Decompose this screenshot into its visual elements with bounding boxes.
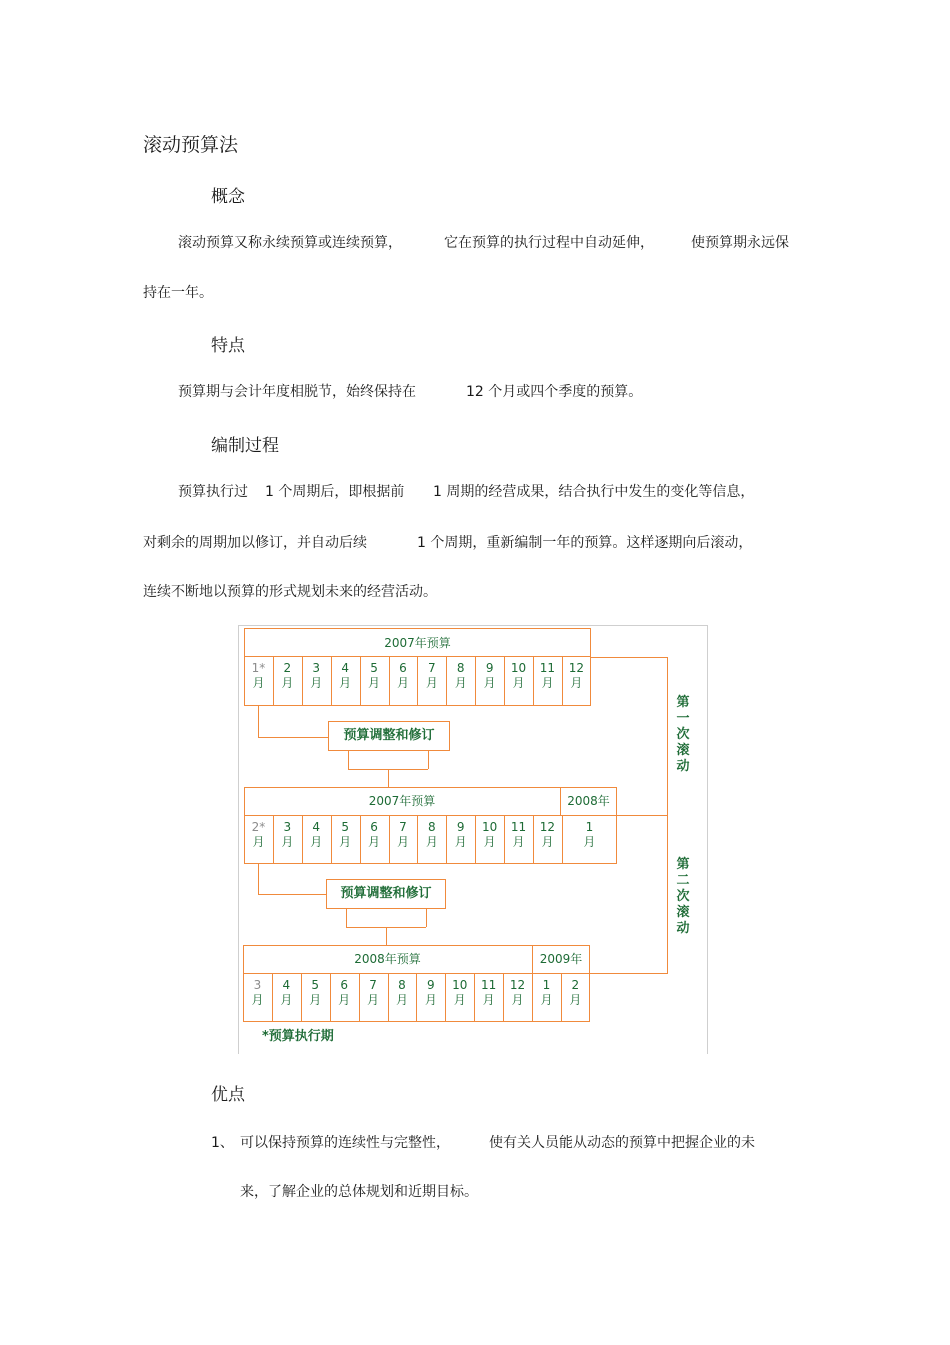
month-cell [388,974,417,1006]
month-number: 10 [481,820,498,834]
month-suffix: 月 [541,676,554,690]
concept-heading: 概念 [211,187,245,207]
roll-bracket [590,973,668,974]
month-suffix: 月 [281,676,294,690]
month-suffix: 月 [280,993,293,1007]
month-cell [474,974,503,1006]
month-number: 11 [510,820,527,834]
month-cell [533,816,562,848]
process-text-3: 连续不断地以预算的形式规划未来的经营活动。 [143,584,437,600]
month-cell [272,974,301,1006]
advantage-text-1-line2: 来，了解企业的总体规划和近期目标。 [240,1184,478,1200]
month-suffix: 月 [252,676,265,690]
month-number: 4 [341,661,349,675]
connector [258,863,259,894]
process-text-2a: 对剩余的周期加以修订，并自动后续 [143,535,367,551]
month-suffix: 月 [338,993,351,1007]
month-number: 2 [283,661,292,675]
month-number: 1 [585,820,594,834]
month-number: 7 [399,820,407,834]
month-number: 6 [370,820,378,834]
month-cell [475,816,504,848]
connector [386,927,387,945]
month-number: 3 [312,661,321,675]
month-cell [360,816,389,848]
month-cell [360,657,389,689]
month-cell [331,816,360,848]
month-number: 3 [283,820,292,834]
month-cell [416,974,445,1006]
month-number: 11 [480,978,497,992]
month-cell [273,816,302,848]
connector [258,705,259,737]
month-suffix: 月 [483,835,496,849]
month-suffix: 月 [309,993,322,1007]
month-suffix: 月 [424,993,437,1007]
month-cell [532,974,561,1006]
month-number: 3 [253,978,262,992]
page-title: 滚动预算法 [143,134,239,156]
advantages-heading: 优点 [211,1085,245,1105]
month-number: 2 [571,978,580,992]
feature-heading: 特点 [211,336,245,356]
month-suffix: 月 [251,993,264,1007]
month-cell [445,974,474,1006]
month-suffix: 月 [482,993,495,1007]
month-cell [561,974,590,1006]
month-number: 8 [398,978,406,992]
month-suffix: 月 [583,835,596,849]
month-cell [389,657,418,689]
month-number: 4 [282,978,291,992]
month-cell [417,657,446,689]
row3-header-next: 2009年 [539,952,583,966]
month-cell [417,816,446,848]
month-cell [244,657,273,689]
month-number: 9 [456,820,465,834]
month-suffix: 月 [454,835,467,849]
month-cell [562,657,591,689]
feature-text-a: 预算期与会计年度相脱节，始终保持在 [178,384,416,400]
process-text-1c: 1 周期的经营成果，结合执行中发生的变化等信息， [433,484,755,500]
connector [428,751,429,769]
month-suffix: 月 [368,835,381,849]
month-suffix: 月 [512,676,525,690]
month-suffix: 月 [425,835,438,849]
month-number: 9 [485,661,494,675]
month-cell [273,657,302,689]
month-number: 12 [568,661,584,675]
concept-text-2: 持在一年。 [143,285,213,301]
concept-text-1c: 使预算期永远保 [691,235,789,251]
concept-text-1b: 它在预算的执行过程中自动延伸， [444,235,654,251]
process-text-1a: 预算执行过 [178,484,248,500]
concept-text-1a: 滚动预算又称永续预算或连续预算， [178,235,402,251]
month-cell [533,657,562,689]
adjust-label-2: 预算调整和修订 [340,886,432,901]
connector [258,737,328,738]
month-cell [446,657,475,689]
month-number: 1 [542,978,551,992]
month-number: 12 [539,820,556,834]
row3-header: 2008年预算 [354,952,421,966]
advantage-number-1: 1、 [211,1135,234,1151]
month-number: 7 [428,661,436,675]
connector [426,909,427,927]
month-number: 8 [428,820,436,834]
month-cell [243,974,272,1006]
month-number: 9 [427,978,435,992]
month-cell [504,657,533,689]
row1-header: 2007年预算 [384,636,451,650]
month-number: 10 [452,978,468,992]
process-text-2b: 1 个周期，重新编制一年的预算。这样逐期向后滚动， [417,535,753,551]
footnote: *预算执行期 [262,1029,334,1044]
month-suffix: 月 [396,835,409,849]
month-suffix: 月 [310,835,323,849]
month-suffix: 月 [454,676,467,690]
month-suffix: 月 [252,835,265,849]
month-cell [301,974,330,1006]
month-cell [359,974,388,1006]
month-cell [504,816,533,848]
month-suffix: 月 [368,676,381,690]
month-suffix: 月 [367,993,380,1007]
roll-bracket [591,657,668,658]
month-suffix: 月 [540,993,553,1007]
rolling-budget-diagram [238,625,708,1055]
month-suffix: 月 [395,993,408,1007]
roll-bracket [617,815,668,816]
month-cell [475,657,504,689]
roll-label-2: 第二次滚动 [676,857,690,936]
month-suffix: 月 [511,993,524,1007]
row2-header: 2007年预算 [368,794,436,808]
month-cell [562,816,617,848]
connector [388,769,389,788]
month-number: 8 [456,661,465,675]
month-number: 6 [340,978,348,992]
connector [346,909,347,927]
process-heading: 编制过程 [211,436,279,456]
month-number: 11 [539,661,556,675]
month-number: 5 [341,820,349,834]
month-number: 6 [399,661,407,675]
adjust-label-1: 预算调整和修订 [343,728,435,743]
feature-text-b: 12 个月或四个季度的预算。 [466,384,643,400]
month-number: 10 [510,661,527,675]
month-cell [389,816,418,848]
month-number: 2* [251,820,266,834]
month-suffix: 月 [453,993,466,1007]
month-cell [503,974,532,1006]
month-cell [302,657,331,689]
month-suffix: 月 [483,676,496,690]
month-suffix: 月 [541,835,554,849]
month-suffix: 月 [396,676,409,690]
month-number: 1* [251,661,266,675]
month-suffix: 月 [310,676,323,690]
month-suffix: 月 [339,835,352,849]
month-number: 7 [369,978,377,992]
connector [258,894,326,895]
month-suffix: 月 [569,993,582,1007]
month-suffix: 月 [570,676,583,690]
month-number: 5 [370,661,378,675]
month-cell [302,816,331,848]
month-number: 4 [312,820,321,834]
month-number: 12 [509,978,526,992]
advantage-text-1a: 可以保持预算的连续性与完整性， [240,1135,450,1151]
roll-label-1: 第一次滚动 [676,695,690,774]
month-cell [331,657,360,689]
month-suffix: 月 [281,835,294,849]
month-cell [244,816,273,848]
advantage-text-1b: 使有关人员能从动态的预算中把握企业的未 [489,1135,755,1151]
process-text-1b: 1 个周期后，即根据前 [265,484,405,500]
month-suffix: 月 [512,835,525,849]
month-suffix: 月 [425,676,438,690]
month-number: 5 [311,978,320,992]
row2-header-next: 2008年 [567,794,610,808]
month-suffix: 月 [339,676,352,690]
month-cell [330,974,359,1006]
month-cell [446,816,475,848]
connector [348,751,349,769]
